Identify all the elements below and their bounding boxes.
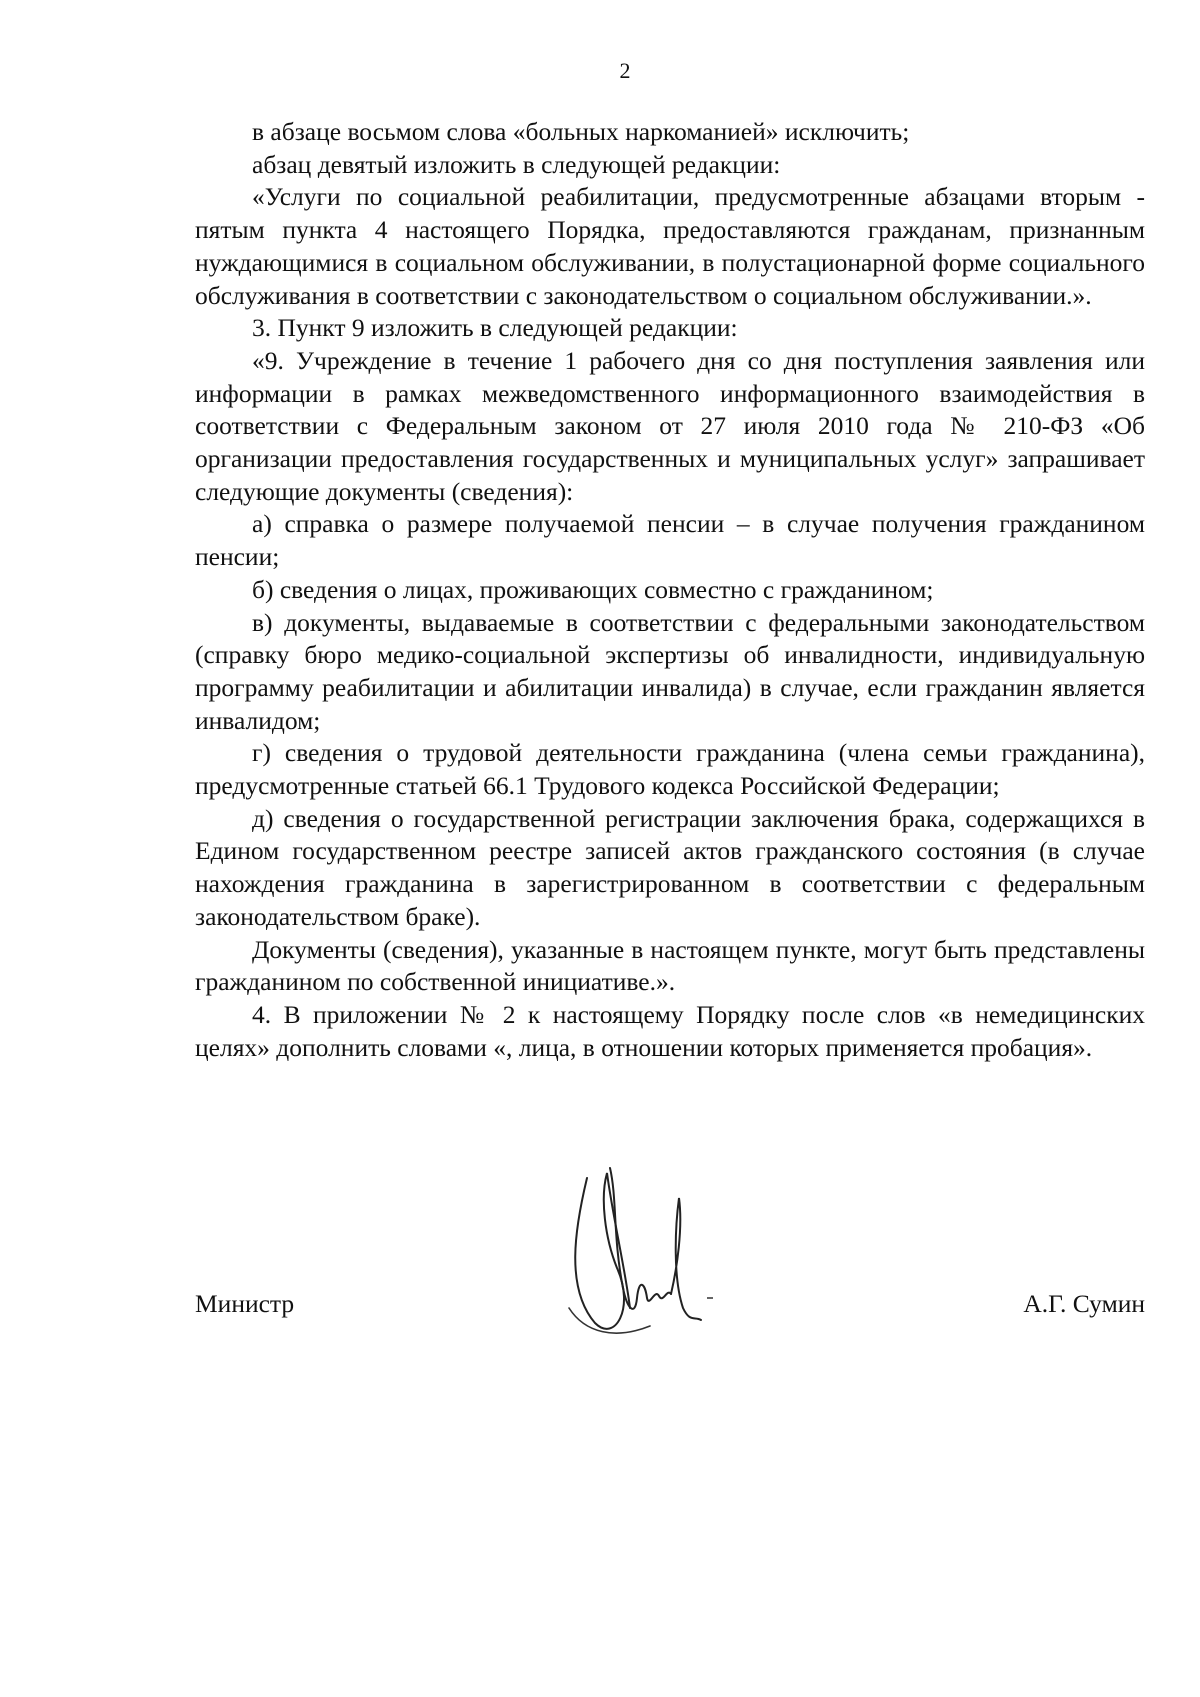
paragraph: «Услуги по социальной реабилитации, предусмотренные абзацами вторым - пятым пункта 4 настоящего Порядка, предоставляются гражданам, признанным нуждающимися в социальном обслуживании, в полустационарной форме социального обслуживания в соответствии с законодательством о социальном обслуживании.».: [195, 182, 1145, 310]
paragraph: «9. Учреждение в течение 1 рабочего дня со дня поступления заявления или информации в рамках межведомственного информационного взаимодействия в соответствии с Федеральным законом от 27 июля 2010 года № 210-ФЗ «Об организации предоставления государственных и муниципальных услуг» запрашивает следующие документы (сведения):: [195, 345, 1145, 506]
paragraph: 4. В приложении № 2 к настоящему Порядку после слов «в немедицинских целях» дополнить словами «, лица, в отношении которых применяется пробация».: [195, 999, 1145, 1062]
handwritten-signature: [555, 1158, 725, 1338]
paragraph: д) сведения о государственной регистрации заключения брака, содержащихся в Едином государственном реестре записей актов гражданского состояния (в случае нахождения гражданина в зарегистрированном в соответствии с федеральным законодательством браке).: [195, 803, 1145, 931]
paragraph: 3. Пункт 9 изложить в следующей редакции:: [252, 313, 738, 343]
paragraph: г) сведения о трудовой деятельности гражданина (члена семьи гражданина), предусмотренные статьей 66.1 Трудового кодекса Российской Федерации;: [195, 738, 1145, 801]
paragraph: в) документы, выдаваемые в соответствии с федеральными законодательством (справку бюро медико-социальной экспертизы об инвалидности, индивидуальную программу реабилитации и абилитации инвалида) в случае, если гражданин является инвалидом;: [195, 607, 1145, 735]
signatory-name: А.Г. Сумин: [1023, 1289, 1145, 1318]
paragraph: абзац девятый изложить в следующей редакции:: [252, 149, 781, 179]
paragraph: в абзаце восьмом слова «больных наркоманией» исключить;: [252, 117, 910, 146]
page-number: 2: [619, 58, 631, 83]
paragraph: б) сведения о лицах, проживающих совместно с гражданином;: [252, 574, 934, 604]
paragraph: Документы (сведения), указанные в настоящем пункте, могут быть представлены гражданином по собственной инициативе.».: [195, 934, 1145, 997]
document-body: [195, 116, 1145, 1064]
paragraph: а) справка о размере получаемой пенсии – в случае получения гражданином пенсии;: [195, 509, 1145, 572]
signatory-title: Министр: [195, 1289, 295, 1318]
